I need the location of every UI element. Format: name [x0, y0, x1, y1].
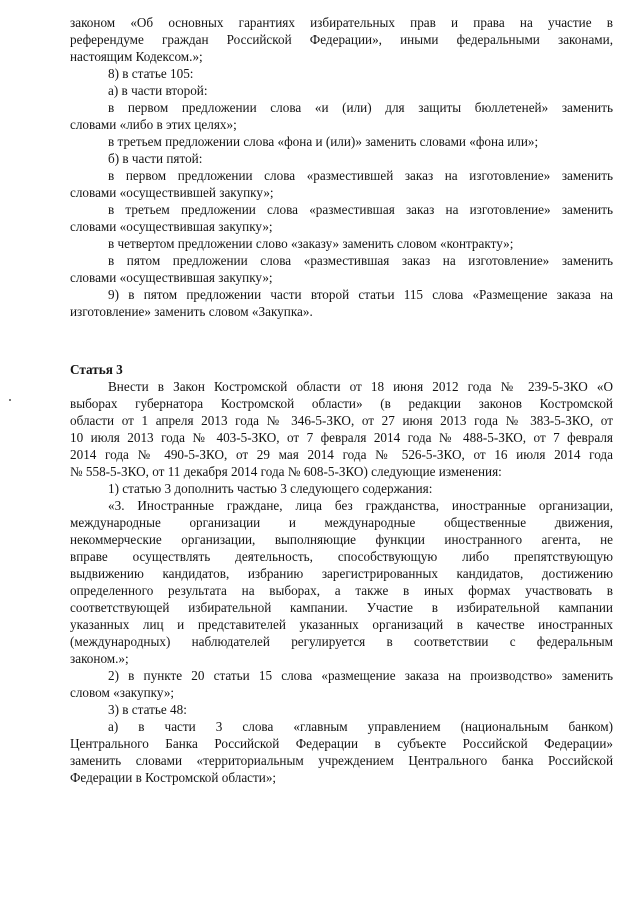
text-line: законом.»; [70, 651, 129, 666]
text-line: 2) в пункте 20 статьи 15 слова «размещение заказа на производство» заменить [108, 668, 613, 683]
text-line: референдуме граждан Российской Федерации», иными федеральными законами, [70, 32, 613, 47]
text-line: изготовление» заменить словом «Закупка». [70, 304, 313, 319]
text-line: выдвижению кандидатов, избранию зарегистрированных кандидатов, достижению [70, 566, 613, 581]
text-line: б) в части пятой: [108, 151, 203, 166]
text-line: 10 июля 2013 года № 403-5-ЗКО, от 7 февраля 2014 года № 488-5-ЗКО, от 7 февраля [70, 430, 613, 445]
text-line: в первом предложении слова «разместившей заказ на изготовление» заменить [108, 168, 613, 183]
text-line: заменить словами «территориальным учреждением Центрального банка Российской [70, 753, 613, 768]
text-line: законом «Об основных гарантиях избирательных прав и права на участие в [70, 15, 613, 30]
text-line: 8) в статье 105: [108, 66, 194, 81]
text-line: «3. Иностранные граждане, лица без гражданства, иностранные организации, [108, 498, 613, 513]
text-line: словом «закупку»; [70, 685, 175, 700]
text-line: выборах губернатора Костромской области» (в редакции законов Костромской [70, 396, 613, 411]
text-line: указанных лиц и представителей указанных организаций в качестве иностранных [70, 617, 613, 632]
text-line: словами «осуществившая закупку»; [70, 270, 273, 285]
text-line: определенного результата на выборах, а также в иных формах участвовать в [70, 583, 613, 598]
text-line: в первом предложении слова «и (или) для защиты бюллетеней» заменить [108, 100, 613, 115]
text-line: соответствующей избирательной кампании. Участие в избирательной кампании [70, 600, 613, 615]
text-line: а) в части второй: [108, 83, 208, 98]
text-line: а) в части 3 слова «главным управлением (национальным банком) [108, 719, 613, 734]
text-line: словами «либо в этих целях»; [70, 117, 237, 132]
text-line: (международных) наблюдателей регулируется в соответствии с федеральным [70, 634, 613, 649]
section-gap [70, 320, 613, 361]
text-line: словами «осуществившей закупку»; [70, 185, 274, 200]
text-line: № 558-5-ЗКО, от 11 декабря 2014 года № 608-5-ЗКО) следующие изменения: [70, 464, 502, 479]
text-line: Внести в Закон Костромской области от 18 июня 2012 года № 239-5-ЗКО «О [108, 379, 613, 394]
text-line: некоммерческие организации, выполняющие функции иностранного агента, не [70, 532, 613, 547]
text-line: 2014 года № 490-5-ЗКО, от 29 мая 2014 года № 526-5-ЗКО, от 16 июля 2014 года [70, 447, 613, 462]
text-line: словами «осуществившая закупку»; [70, 219, 273, 234]
document-page [70, 14, 613, 786]
text-line: Центрального Банка Российской Федерации в субъекте Российской Федерации» [70, 736, 613, 751]
text-line: Федерации в Костромской области»; [70, 770, 277, 785]
text-line: настоящим Кодексом.»; [70, 49, 203, 64]
text-line: 1) статью 3 дополнить частью 3 следующего содержания: [108, 481, 433, 496]
text-line: 3) в статье 48: [108, 702, 187, 717]
text-line: в пятом предложении слова «разместившая заказ на изготовление» заменить [108, 253, 613, 268]
text-line: 9) в пятом предложении части второй статьи 115 слова «Размещение заказа на [108, 287, 613, 302]
text-line: области от 1 апреля 2013 года № 346-5-ЗКО, от 27 июня 2013 года № 383-5-ЗКО, от [70, 413, 613, 428]
text-line: вправе осуществлять деятельность, способствующую либо препятствующую [70, 549, 613, 564]
text-line: в третьем предложении слова «фона и (или)» заменить словами «фона или»; [108, 134, 539, 149]
text-line: в четвертом предложении слово «заказу» заменить словом «контракту»; [108, 236, 514, 251]
text-line: международные организации и международные общественные движения, [70, 515, 613, 530]
margin-dot [9, 399, 11, 401]
article-heading: Статья 3 [70, 362, 123, 377]
text-line: в третьем предложении слова «разместившая заказ на изготовление» заменить [108, 202, 613, 217]
